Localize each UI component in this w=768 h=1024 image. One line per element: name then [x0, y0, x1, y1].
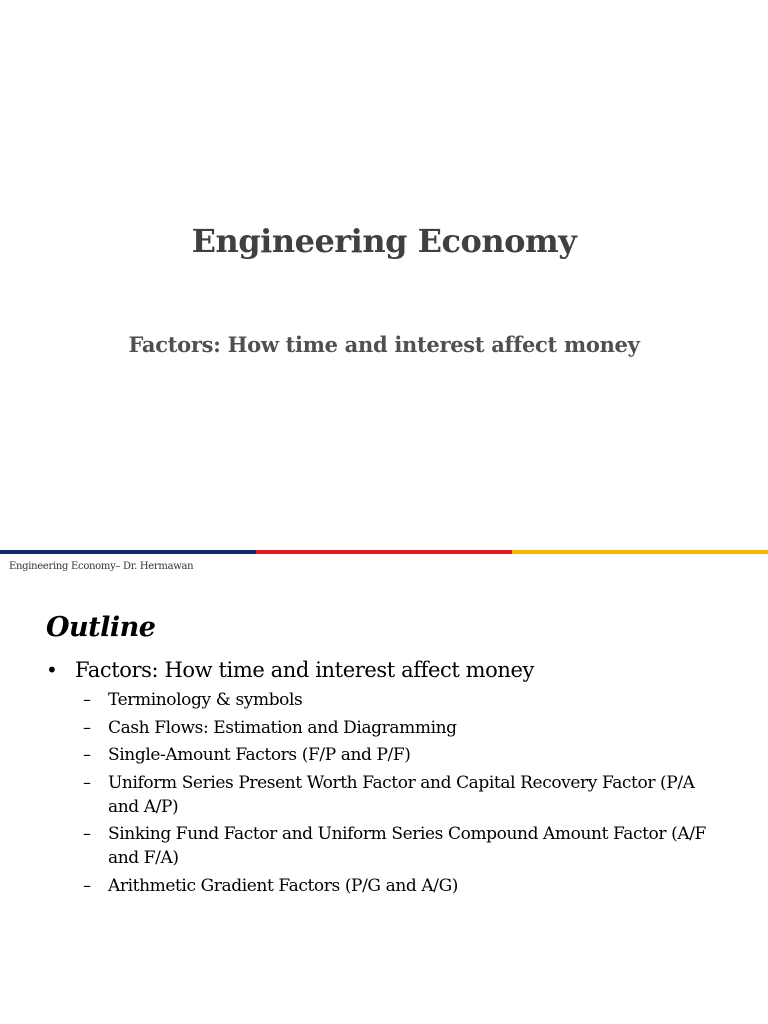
- slide-subtitle: Factors: How time and interest affect money: [128, 332, 640, 357]
- sub-item-text: Single-Amount Factors (F/P and P/F): [108, 745, 411, 765]
- outline-heading: Outline: [46, 612, 156, 643]
- dash-icon: –: [83, 745, 91, 764]
- separator-segment-red: [256, 550, 512, 554]
- sub-item-text: Sinking Fund Factor and Uniform Series Compound Amount Factor (A/F and F/A): [108, 824, 706, 868]
- slide-footer: Engineering Economy– Dr. Hermawan: [9, 561, 194, 572]
- dash-icon: –: [83, 824, 91, 843]
- sub-item-text: Uniform Series Present Worth Factor and Capital Recovery Factor (P/A and A/P): [108, 772, 695, 817]
- sub-item: [83, 688, 736, 712]
- bullet-dot-icon: •: [46, 658, 58, 682]
- bullet-text: Factors: How time and interest affect money: [75, 658, 535, 682]
- sub-item-text: Cash Flows: Estimation and Diagramming: [108, 717, 457, 738]
- tricolor-separator: [0, 550, 768, 554]
- sub-item-text: Arithmetic Gradient Factors (P/G and A/G): [108, 875, 458, 896]
- dash-icon: –: [83, 772, 91, 792]
- outline-list: [46, 656, 736, 901]
- bullet-item: [46, 656, 736, 684]
- sub-item: [83, 771, 736, 819]
- separator-segment-blue: [0, 550, 256, 554]
- sub-item: [83, 822, 736, 870]
- sub-item: [83, 743, 736, 767]
- dash-icon: –: [83, 717, 91, 737]
- dash-icon: –: [83, 875, 91, 895]
- sub-item: [83, 874, 736, 898]
- sub-item-list: [46, 688, 736, 898]
- dash-icon: –: [83, 690, 91, 709]
- separator-segment-yellow: [512, 550, 768, 554]
- sub-item-text: Terminology & symbols: [108, 690, 303, 710]
- slide-title: Engineering Economy: [191, 222, 577, 260]
- sub-item: [83, 716, 736, 740]
